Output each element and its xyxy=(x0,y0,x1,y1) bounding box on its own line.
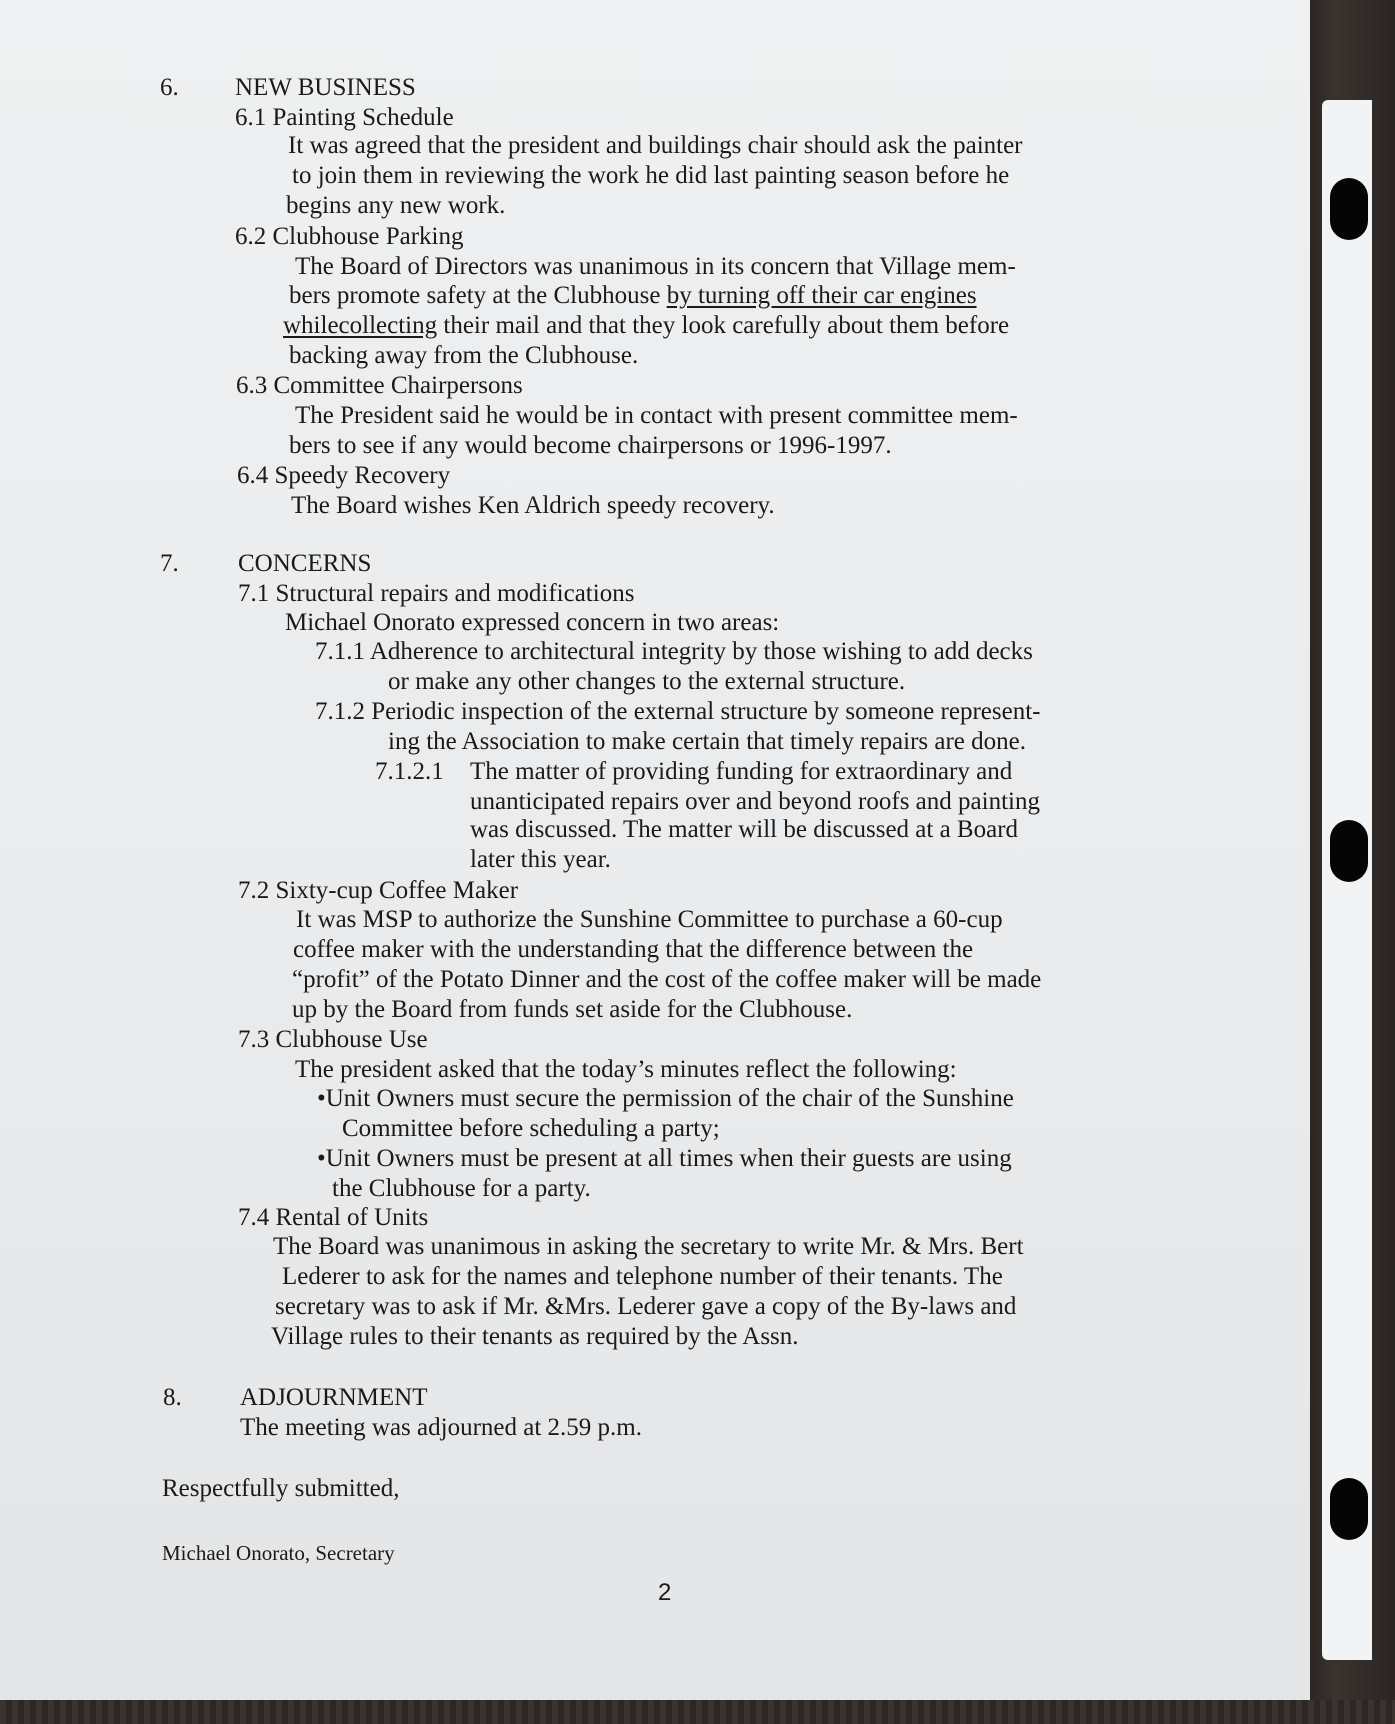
item-7-4-line: The Board was unanimous in asking the secretary to write Mr. & Mrs. Bert xyxy=(273,1233,1024,1260)
item-7-1-2-line: 7.1.2 Periodic inspection of the external structure by someone represent- xyxy=(315,698,1041,725)
section-7-number: 7. xyxy=(160,550,179,577)
section-8-line: The meeting was adjourned at 2.59 p.m. xyxy=(240,1414,642,1441)
item-6-2-line: backing away from the Clubhouse. xyxy=(289,342,639,369)
item-6-2-text: their mail and that they look carefully about them before xyxy=(437,312,1010,339)
item-7-1-2-1-line: The matter of providing funding for extraordinary and xyxy=(470,758,1013,785)
punch-hole xyxy=(1330,178,1368,240)
sheet-protector-bottom-edge xyxy=(0,1700,1395,1724)
item-6-2-heading: 6.2 Clubhouse Parking xyxy=(235,223,464,250)
item-6-1-line: It was agreed that the president and buildings chair should ask the painter xyxy=(288,132,1023,159)
item-7-1-2-1-line: was discussed. The matter will be discussed at a Board xyxy=(470,816,1019,843)
item-6-2-underlined-text: whilecollecting xyxy=(283,312,438,339)
section-7-title: CONCERNS xyxy=(238,550,372,577)
punch-hole xyxy=(1330,1478,1368,1540)
section-6-title: NEW BUSINESS xyxy=(235,74,416,101)
signature-line: Michael Onorato, Secretary xyxy=(162,1541,395,1565)
item-7-4-line: secretary was to ask if Mr. &Mrs. Lederer gave a copy of the By-laws and xyxy=(275,1293,1017,1320)
item-7-2-line: “profit” of the Potato Dinner and the cost of the coffee maker will be made xyxy=(292,966,1042,993)
item-7-1-2-1-line: unanticipated repairs over and beyond roofs and painting xyxy=(470,788,1040,815)
item-7-1-1-line: 7.1.1 Adherence to architectural integrity by those wishing to add decks xyxy=(315,638,1033,665)
item-7-3-bullet-cont: Committee before scheduling a party; xyxy=(342,1115,720,1142)
item-6-4-line: The Board wishes Ken Aldrich speedy recovery. xyxy=(291,492,775,519)
item-7-4-line: Village rules to their tenants as required by the Assn. xyxy=(271,1323,799,1350)
closing: Respectfully submitted, xyxy=(162,1475,400,1502)
item-7-1-intro: Michael Onorato expressed concern in two areas: xyxy=(285,609,780,636)
item-7-1-2-1-line: later this year. xyxy=(470,846,611,873)
item-7-2-line: coffee maker with the understanding that the difference between the xyxy=(293,936,974,963)
item-7-3-bullet: •Unit Owners must be present at all times when their guests are using xyxy=(317,1145,1012,1172)
item-7-4-heading: 7.4 Rental of Units xyxy=(238,1204,429,1231)
item-7-2-line: It was MSP to authorize the Sunshine Committee to purchase a 60-cup xyxy=(296,906,1003,933)
item-6-2-underlined-text: by turning off their car engines xyxy=(666,282,977,309)
item-6-1-heading: 6.1 Painting Schedule xyxy=(235,104,454,131)
item-7-1-2-line: ing the Association to make certain that timely repairs are done. xyxy=(388,728,1026,755)
item-6-2-line: The Board of Directors was unanimous in its concern that Village mem- xyxy=(295,253,1016,280)
item-7-2-line: up by the Board from funds set aside for the Clubhouse. xyxy=(292,996,853,1023)
section-6-number: 6. xyxy=(160,74,179,101)
item-7-3-intro: The president asked that the today’s minutes reflect the following: xyxy=(295,1056,957,1083)
item-6-4-heading: 6.4 Speedy Recovery xyxy=(237,462,451,489)
item-7-1-1-line: or make any other changes to the external structure. xyxy=(388,668,906,695)
item-6-3-heading: 6.3 Committee Chairpersons xyxy=(236,372,523,399)
item-7-3-bullet-cont: the Clubhouse for a party. xyxy=(332,1175,591,1202)
punch-hole xyxy=(1330,820,1368,882)
item-7-4-line: Lederer to ask for the names and telephone number of their tenants. The xyxy=(282,1263,1003,1290)
section-8-title: ADJOURNMENT xyxy=(240,1384,428,1411)
section-8-number: 8. xyxy=(163,1384,182,1411)
item-6-2-text: bers promote safety at the Clubhouse xyxy=(289,282,667,309)
item-7-3-heading: 7.3 Clubhouse Use xyxy=(238,1026,428,1053)
item-6-3-line: The President said he would be in contact with present committee mem- xyxy=(295,402,1018,429)
item-7-1-2-1-number: 7.1.2.1 xyxy=(375,758,444,785)
item-7-3-bullet: •Unit Owners must secure the permission of the chair of the Sunshine xyxy=(317,1085,1014,1112)
item-7-1-heading: 7.1 Structural repairs and modifications xyxy=(238,580,635,607)
item-6-1-line: to join them in reviewing the work he did last painting season before he xyxy=(292,162,1010,189)
page-number: 2 xyxy=(658,1579,672,1606)
item-6-2-line xyxy=(283,311,1009,341)
item-6-2-line xyxy=(289,281,977,311)
item-6-1-line: begins any new work. xyxy=(286,192,506,219)
item-7-2-heading: 7.2 Sixty-cup Coffee Maker xyxy=(238,877,519,904)
item-6-3-line: bers to see if any would become chairpersons or 1996-1997. xyxy=(289,432,892,459)
